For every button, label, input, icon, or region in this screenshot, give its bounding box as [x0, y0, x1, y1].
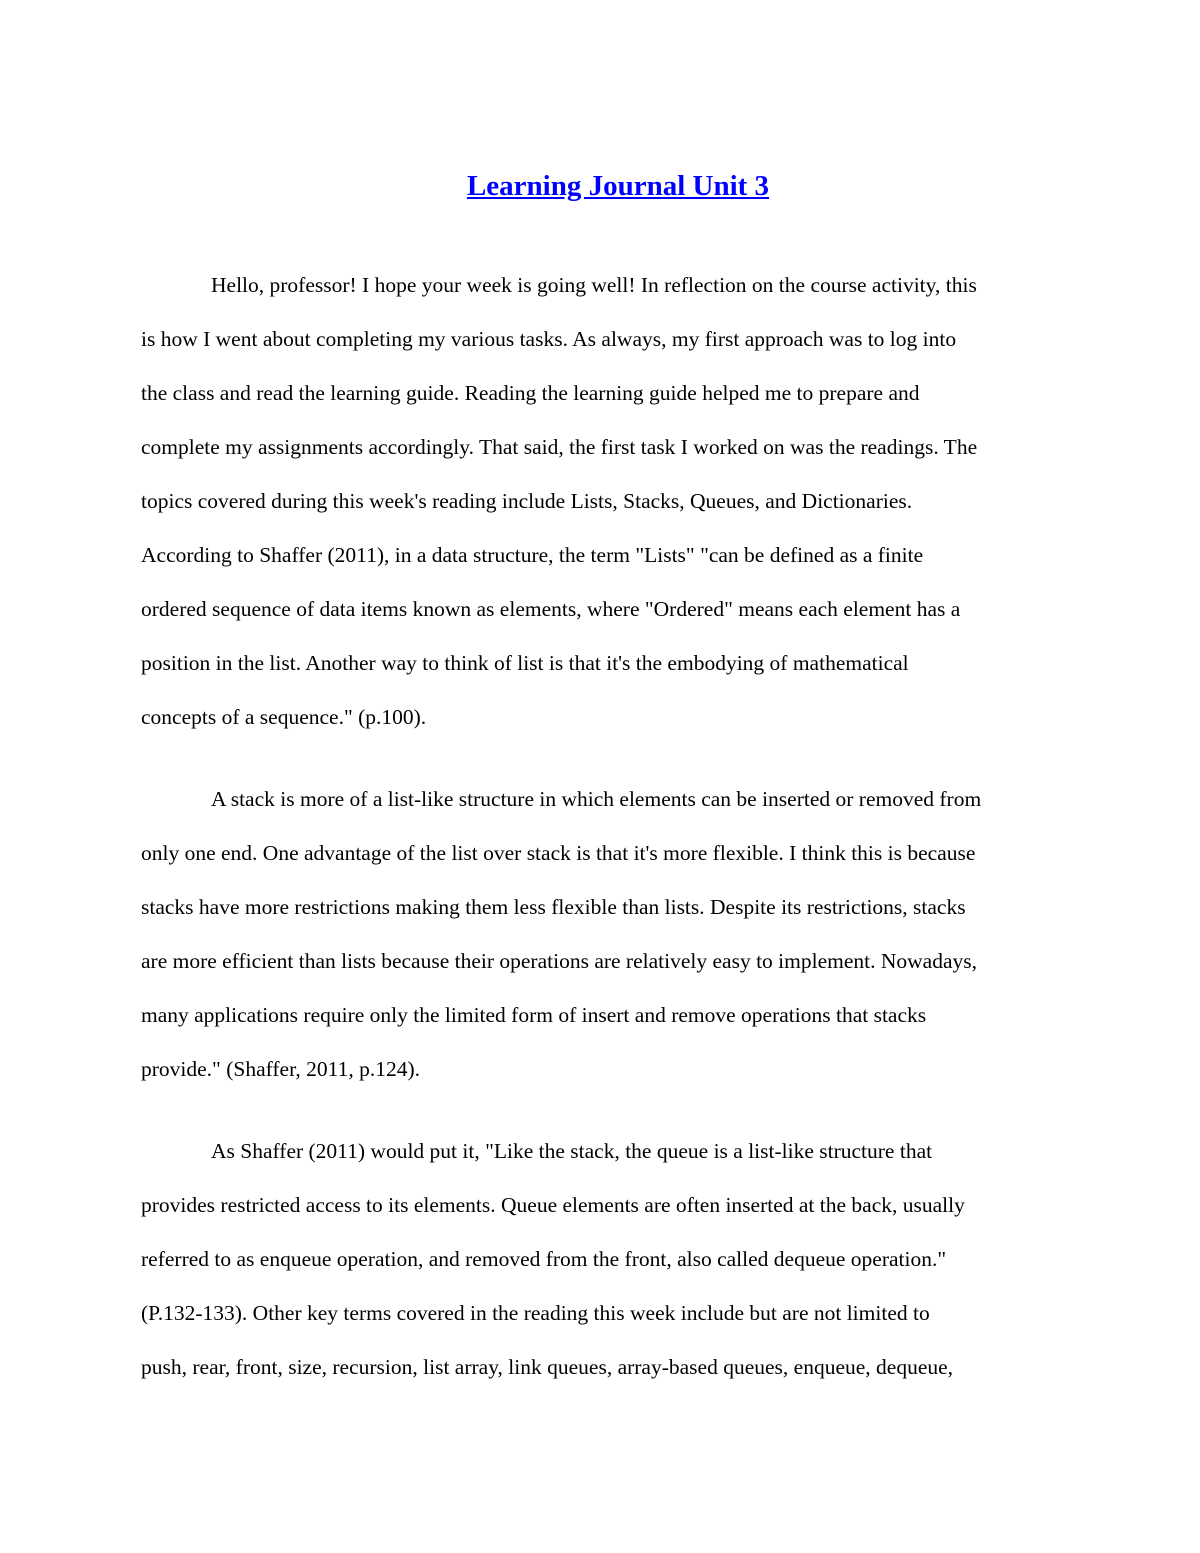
paragraph-line: many applications require only the limited form of insert and remove operations that stacks [141, 1003, 927, 1027]
paragraph-line: concepts of a sequence." (p.100). [141, 705, 427, 729]
paragraph-line: are more efficient than lists because their operations are relatively easy to implement. Nowadays, [141, 949, 978, 973]
paragraph-line: complete my assignments accordingly. That said, the first task I worked on was the readings. The [141, 435, 978, 459]
paragraph-line: As Shaffer (2011) would put it, "Like the stack, the queue is a list-like structure that [211, 1139, 933, 1163]
paragraph-line: According to Shaffer (2011), in a data structure, the term "Lists" "can be defined as a finite [141, 543, 924, 567]
paragraph-line: provides restricted access to its elements. Queue elements are often inserted at the back, usually [141, 1193, 965, 1217]
paragraph-line: is how I went about completing my various tasks. As always, my first approach was to log into [141, 327, 957, 351]
paragraph-line: stacks have more restrictions making them less flexible than lists. Despite its restrictions, stacks [141, 895, 966, 919]
paragraph-line: position in the list. Another way to think of list is that it's the embodying of mathematical [141, 651, 909, 675]
paragraph-line: provide." (Shaffer, 2011, p.124). [141, 1057, 420, 1081]
paragraph-line: A stack is more of a list-like structure in which elements can be inserted or removed from [211, 787, 982, 811]
paragraph-line: topics covered during this week's reading include Lists, Stacks, Queues, and Dictionaries. [141, 489, 913, 513]
paragraph-line: the class and read the learning guide. Reading the learning guide helped me to prepare and [141, 381, 920, 405]
paragraph-line: Hello, professor! I hope your week is going well! In reflection on the course activity, this [211, 273, 977, 297]
page-title: Learning Journal Unit 3 [466, 170, 770, 202]
paragraph-queues [141, 1124, 965, 1394]
paragraph-line: (P.132-133). Other key terms covered in the reading this week include but are not limited to [141, 1301, 930, 1325]
paragraph-lists [141, 258, 977, 744]
paragraph-line: only one end. One advantage of the list over stack is that it's more flexible. I think this is because [141, 841, 976, 865]
paragraph-line: referred to as enqueue operation, and removed from the front, also called dequeue operation." [141, 1247, 947, 1271]
paragraph-line: ordered sequence of data items known as elements, where "Ordered" means each element has a [141, 597, 961, 621]
paragraph-stacks [141, 772, 981, 1096]
paragraph-line: push, rear, front, size, recursion, list array, link queues, array-based queues, enqueue, dequeue, [141, 1355, 954, 1379]
